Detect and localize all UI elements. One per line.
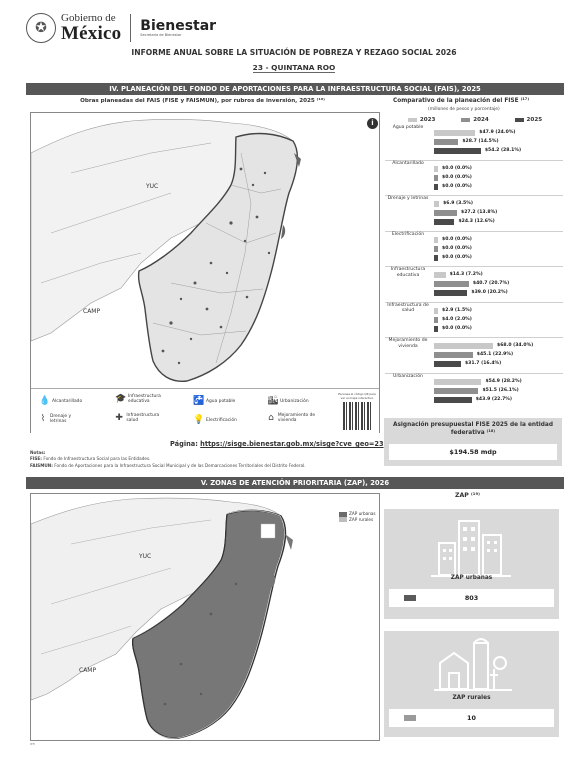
chart-category-row [385, 161, 563, 197]
zap-map[interactable] [30, 493, 380, 741]
legend-agua [193, 396, 235, 407]
zap-rurales-value: 10 [467, 714, 476, 722]
chart-category-row [385, 374, 563, 410]
swatch-2025 [515, 118, 524, 122]
zap-map-label-yuc: YUC [139, 553, 152, 560]
bar-data-label: $54.2 (28.1%) [484, 148, 522, 153]
chart-bar-2023 [434, 165, 472, 172]
asignacion-value: $194.58 mdp [389, 444, 557, 460]
bar-fill [434, 210, 458, 216]
bar-fill [434, 148, 482, 154]
legend-label: Drenaje y letrinas [49, 414, 72, 425]
bar-fill [434, 237, 439, 243]
fise-comparison-chart [385, 125, 563, 409]
bar-data-label: $0.0 (0.0%) [442, 183, 472, 189]
bar-data-label: $31.7 (16.4%) [464, 361, 502, 366]
state-name: 23 - QUINTANA ROO [252, 63, 336, 72]
bar-fill [434, 343, 494, 349]
chart-category-row [385, 338, 563, 374]
zap-rurales-caption: ZAP rurales [452, 695, 491, 701]
bar-fill [434, 246, 439, 252]
bar-data-label: $14.3 (7.2%) [449, 272, 483, 277]
national-seal-icon: ✪ [26, 13, 56, 43]
chart-bar-2023 [434, 307, 472, 314]
health-icon: ✚ [115, 413, 123, 423]
legend-label: Electrificación [206, 417, 237, 423]
chart-category-row [385, 196, 563, 232]
zap-urbanas-caption: ZAP urbanas [450, 575, 493, 581]
page-header [26, 12, 566, 44]
fais-map-caption: Obras planeadas del FAIS (FISE y FAISMUN), por rubros de inversión, 2025 ⁽¹⁶⁾ [80, 98, 325, 104]
chart-bar-2024 [434, 174, 472, 181]
legend-label: Agua potable [206, 398, 236, 404]
chart-bar-2024 [434, 245, 472, 252]
legend-2025 [515, 117, 543, 123]
note-text: Fondo de Aportaciones para la Infraestructura Social Municipal y de las Demarcaciones Territoriales del Distrito Federal. [52, 462, 306, 468]
legend-electrificacion [193, 415, 237, 426]
bienestar-logo [140, 19, 216, 37]
bar-fill [434, 166, 439, 172]
page-link-label: Página: [170, 440, 198, 448]
bar-fill [434, 361, 462, 367]
bar-fill [434, 352, 474, 358]
notes [30, 450, 306, 469]
legend-label: Alcantarillado [52, 398, 83, 404]
chart-category-label: Alcantarillado [392, 160, 424, 166]
chart-bar-2025 [434, 148, 522, 154]
zap-map-label-camp: CAMP [79, 667, 97, 674]
chart-category-label: Infraestructura educativa [390, 267, 426, 278]
bar-data-label: $4.0 (2.0%) [442, 316, 472, 322]
bar-data-label: $6.9 (3.5%) [443, 201, 473, 206]
chart-category-label: Electrificación [391, 231, 425, 237]
legend-year: 2024 [473, 117, 489, 123]
zap-rurales-card [384, 631, 559, 737]
chart-bar-2024 [434, 139, 499, 145]
report-title: INFORME ANUAL SOBRE LA SITUACIÓN DE POBREZA Y REZAGO SOCIAL 2026 [131, 48, 457, 57]
gov-line2: México [61, 23, 122, 44]
legend-salud [115, 413, 165, 424]
chart-bar-2023 [434, 130, 516, 136]
chart-bar-2024 [434, 281, 510, 287]
chart-bar-2025 [434, 325, 472, 332]
bar-fill [434, 379, 482, 385]
bar-data-label: $45.1 (22.9%) [476, 352, 514, 357]
zap-legend [339, 511, 376, 523]
bar-data-label: $2.9 (1.5%) [442, 307, 472, 313]
footnote: ⁽¹⁹⁾ [30, 742, 35, 747]
zap-rurales-value-box [389, 709, 554, 727]
zap-urbanas-card [384, 509, 559, 619]
bar-data-label: $51.5 (26.1%) [482, 387, 519, 393]
qr-code[interactable] [343, 402, 371, 430]
bar-data-label: $24.3 (12.6%) [458, 219, 495, 224]
legend-drenaje [39, 414, 81, 425]
bar-fill [434, 290, 468, 296]
water-drop-icon: 💧 [39, 396, 51, 406]
drainage-icon: ⌇ [40, 414, 46, 424]
legend-label: Infraestructura educativa [128, 394, 161, 405]
bar-data-label: $47.9 (24.0%) [479, 130, 516, 135]
bar-fill [434, 388, 479, 394]
bar-data-label: $27.2 (13.8%) [461, 210, 498, 215]
chart-bar-2024 [434, 210, 498, 216]
chart-category-label: Drenaje y letrinas [387, 196, 429, 201]
legend-urbanizacion [267, 396, 309, 407]
bar-fill [434, 184, 439, 190]
chart-bar-2024 [434, 352, 514, 358]
asignacion-title: Asignación presupuestal FISE 2025 de la entidad federativa ⁽¹⁸⁾ [393, 422, 553, 437]
legend-2023 [408, 117, 436, 123]
chart-bar-2024 [434, 316, 472, 323]
chart-bar-2025 [434, 219, 495, 225]
chart-bar-2023 [434, 343, 534, 349]
bulb-icon: 💡 [193, 415, 205, 425]
house-icon: ⌂ [268, 413, 274, 423]
fais-map[interactable] [30, 112, 380, 433]
bar-fill [434, 139, 459, 145]
zap-urbanas-value-box [389, 589, 554, 607]
chart-category-label: Agua potable [392, 125, 424, 130]
zap-legend-label: ZAP urbanas [349, 511, 376, 516]
legend-vivienda [267, 413, 323, 424]
chart-bar-2023 [434, 378, 522, 385]
chart-category-row [385, 125, 563, 161]
note-label: Notas: [30, 450, 46, 455]
zap-map-svg [31, 494, 379, 740]
chart-bar-2023 [434, 272, 483, 278]
page-link[interactable]: https://sisge.bienestar.gob.mx/sisge?cve_geo=23 [200, 440, 384, 448]
bar-data-label: $54.9 (28.2%) [485, 378, 522, 384]
legend-year: 2025 [526, 117, 543, 123]
zap-caption: ZAP ⁽¹⁹⁾ [455, 492, 480, 499]
chart-category-row [385, 232, 563, 268]
chart-bar-2023 [434, 201, 473, 207]
bar-fill [434, 219, 455, 225]
logo-divider [130, 14, 131, 42]
chart-category-label: Mejoramiento de vivienda [388, 338, 428, 349]
section-iv-band: IV. PLANEACIÓN DEL FONDO DE APORTACIONES PARA LA INFRAESTRUCTURA SOCIAL (FAIS), 2025 [26, 83, 564, 95]
chart-category-row [385, 267, 563, 303]
bar-fill [434, 326, 439, 332]
zap-legend-label: ZAP rurales [349, 516, 374, 522]
note-label: FISE: [30, 456, 42, 462]
info-icon[interactable]: i [367, 118, 378, 129]
bar-data-label: $0.0 (0.0%) [442, 254, 472, 260]
bar-fill [434, 130, 476, 136]
bar-data-label: $43.9 (22.7%) [475, 396, 512, 402]
bar-data-label: $0.0 (0.0%) [442, 325, 472, 331]
chart-bar-2024 [434, 387, 519, 394]
bar-fill [434, 175, 439, 181]
legend-alcantarillado [39, 396, 82, 407]
zap-legend-rurales [339, 517, 376, 523]
bar-data-label: $39.0 (20.2%) [471, 290, 508, 295]
bar-data-label: $28.7 (14.5%) [462, 139, 499, 144]
swatch-2024 [461, 118, 470, 122]
urban-swatch [339, 512, 347, 517]
chart-title: Comparativo de la planeación del FISE ⁽¹⁷⁾ [393, 98, 530, 104]
chart-category-label: Infraestructura de salud [387, 302, 429, 314]
bar-fill [434, 308, 439, 314]
section-v-band: V. ZONAS DE ATENCIÓN PRIORITARIA (ZAP), 2026 [26, 477, 564, 489]
asignacion-card [384, 418, 562, 466]
legend-year: 2023 [419, 117, 436, 123]
rural-swatch [339, 517, 347, 522]
note-label: FAISMUN: [30, 462, 53, 468]
note-line [30, 463, 306, 469]
legend-2024 [461, 117, 489, 123]
gov-line1: Gobierno de [61, 12, 116, 24]
brand-name: Bienestar [140, 18, 217, 34]
bar-fill [434, 317, 439, 323]
bar-data-label: $0.0 (0.0%) [442, 245, 472, 251]
chart-category-row [385, 303, 563, 339]
bar-fill [434, 272, 447, 278]
chart-category-label: Urbanización [393, 373, 423, 379]
bar-fill [434, 281, 470, 287]
faucet-icon: 🚰 [193, 396, 205, 406]
report-subtitle [0, 63, 588, 72]
legend-label: Mejoramiento de vivienda [277, 413, 316, 424]
chart-bar-2025 [434, 290, 508, 296]
bar-data-label: $0.0 (0.0%) [442, 174, 472, 180]
chart-bar-2025 [434, 254, 472, 261]
chart-legend [395, 117, 555, 123]
legend-label: Infraestructura salud [126, 413, 160, 424]
education-icon: 🎓 [115, 394, 127, 404]
chart-bar-2025 [434, 361, 502, 367]
city-buildings-icon [431, 515, 511, 579]
chart-subtitle: (millones de pesos y porcentaje) [428, 107, 500, 112]
bar-data-label: $68.0 (34.0%) [497, 343, 534, 348]
fais-map-legend [31, 388, 379, 433]
chart-bar-2025 [434, 183, 472, 190]
map-label-camp: CAMP [83, 308, 101, 315]
chart-bar-2025 [434, 396, 512, 403]
chart-bar-2023 [434, 236, 472, 243]
bar-data-label: $0.0 (0.0%) [442, 236, 472, 242]
legend-label: Urbanización [280, 398, 309, 404]
gobierno-logo [61, 13, 121, 43]
zap-urbanas-value: 803 [464, 594, 479, 602]
bar-data-label: $40.7 (20.7%) [472, 281, 510, 286]
map-label-yuc: YUC [146, 183, 159, 190]
bar-data-label: $0.0 (0.0%) [442, 165, 472, 171]
bar-fill [434, 255, 439, 261]
note-text: Fondo de Infraestructura Social para las Entidades. [41, 456, 151, 462]
bar-fill [434, 397, 473, 403]
brand-sub: Secretaría de Bienestar [140, 33, 182, 37]
qr-caption: Escanea el código QR para ver el mapa interactivo [338, 392, 376, 400]
fais-map-svg [31, 113, 379, 388]
legend-educativa [115, 394, 165, 405]
city-icon: 🏙 [267, 396, 279, 406]
page-link-row [170, 440, 384, 448]
bar-fill [434, 201, 440, 207]
swatch-2023 [408, 118, 417, 122]
farm-icon [434, 635, 512, 693]
